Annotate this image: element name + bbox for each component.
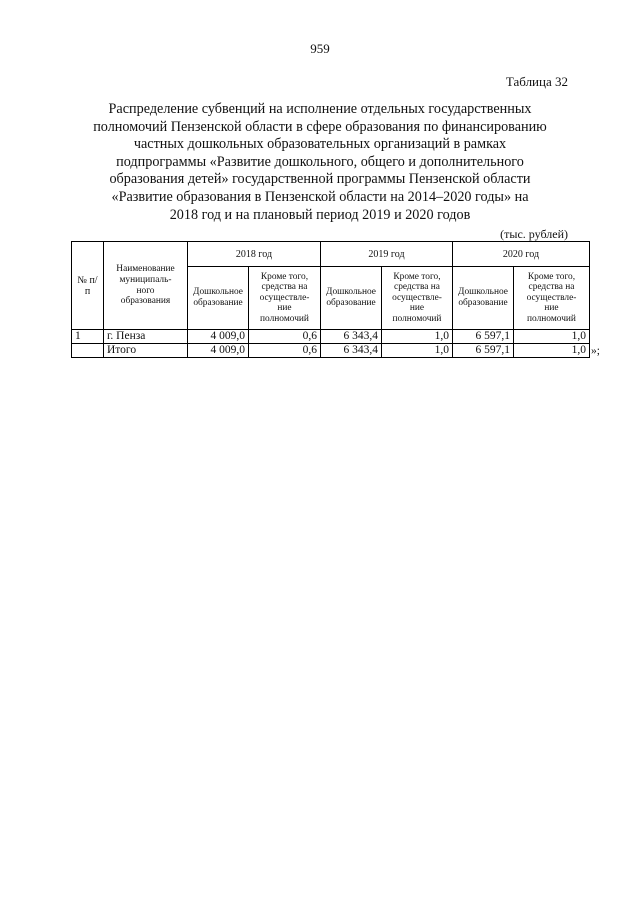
subsidy-table bbox=[71, 241, 590, 358]
header-municipality bbox=[104, 242, 188, 330]
units-label: (тыс. рублей) bbox=[500, 227, 568, 241]
title-line: «Развитие образования в Пензенской области на 2014–2020 годы» на bbox=[111, 188, 529, 205]
header-preschool bbox=[321, 267, 382, 330]
document-title bbox=[70, 101, 570, 224]
header-preschool-line: образование bbox=[326, 298, 376, 308]
header-preschool bbox=[453, 267, 514, 330]
header-extra-line: ние bbox=[277, 303, 292, 314]
cell-value: 6 343,4 bbox=[321, 330, 382, 344]
cell-value: 1,0 bbox=[514, 344, 590, 358]
cell-value: 1,0 bbox=[382, 344, 453, 358]
header-extra-line: Кроме того, bbox=[260, 271, 309, 282]
header-preschool-line: Дошкольное bbox=[458, 287, 508, 298]
header-extra-line: осуществле- bbox=[259, 292, 310, 303]
header-number: № п/п bbox=[72, 242, 104, 330]
header-municipality-line: муниципаль- bbox=[119, 274, 172, 285]
cell-value: 1,0 bbox=[514, 330, 590, 344]
header-extra-line: ние bbox=[409, 303, 425, 314]
page-number: 959 bbox=[310, 41, 330, 56]
header-extra-line: Кроме того, bbox=[527, 271, 576, 282]
header-municipality-line: ного bbox=[136, 285, 155, 296]
row-number bbox=[72, 344, 104, 358]
cell-value: 4 009,0 bbox=[188, 344, 249, 358]
header-row-years bbox=[72, 242, 590, 267]
cell-value: 0,6 bbox=[249, 330, 321, 344]
header-municipality-line: образования bbox=[120, 296, 171, 307]
title-line: образования детей» государственной программы Пензенской области bbox=[109, 171, 531, 188]
cell-value: 6 597,1 bbox=[453, 344, 514, 358]
closing-quote: »; bbox=[591, 345, 600, 357]
row-number: 1 bbox=[72, 330, 104, 344]
header-extra bbox=[249, 267, 321, 330]
header-preschool-line: Дошкольное bbox=[193, 287, 243, 298]
cell-value: 6 597,1 bbox=[453, 330, 514, 344]
cell-value: 1,0 bbox=[382, 330, 453, 344]
header-extra-line: осуществле- bbox=[526, 292, 577, 303]
title-line: подпрограммы «Развитие дошкольного, общего и дополнительного bbox=[116, 153, 524, 170]
header-extra bbox=[514, 267, 590, 330]
header-preschool-line: Дошкольное bbox=[326, 287, 376, 298]
table-row bbox=[72, 330, 590, 344]
header-municipality-line: Наименование bbox=[116, 264, 175, 275]
header-extra-line: полномочий bbox=[260, 313, 309, 324]
header-extra bbox=[382, 267, 453, 330]
cell-value: 4 009,0 bbox=[188, 330, 249, 344]
table-row-total bbox=[72, 344, 590, 358]
table-label: Таблица 32 bbox=[505, 74, 568, 89]
header-preschool bbox=[188, 267, 249, 330]
header-extra-line: средства на bbox=[528, 282, 575, 293]
cell-value: 0,6 bbox=[249, 344, 321, 358]
header-extra-line: осуществле- bbox=[392, 292, 442, 303]
header-extra-line: средства на bbox=[394, 282, 440, 293]
header-extra-line: средства на bbox=[261, 282, 308, 293]
header-year-2018: 2018 год bbox=[188, 242, 321, 267]
header-year-2019: 2019 год bbox=[321, 242, 453, 267]
header-year-2020: 2020 год bbox=[453, 242, 590, 267]
header-extra-line: полномочий bbox=[527, 313, 576, 324]
row-municipality: г. Пенза bbox=[104, 330, 188, 344]
title-line: полномочий Пензенской области в сфере образования по финансированию bbox=[93, 118, 547, 135]
header-extra-line: ние bbox=[544, 303, 559, 314]
header-preschool-line: образование bbox=[458, 298, 508, 308]
row-municipality: Итого bbox=[104, 344, 188, 358]
title-line: Распределение субвенций на исполнение отдельных государственных bbox=[108, 101, 532, 117]
header-preschool-line: образование bbox=[193, 298, 243, 308]
header-extra-line: полномочий bbox=[392, 313, 442, 324]
title-line: частных дошкольных образовательных организаций в рамках bbox=[133, 136, 507, 153]
header-extra-line: Кроме того, bbox=[393, 271, 441, 282]
cell-value: 6 343,4 bbox=[321, 344, 382, 358]
title-line: 2018 год и на плановый период 2019 и 2020 годов bbox=[169, 206, 471, 223]
